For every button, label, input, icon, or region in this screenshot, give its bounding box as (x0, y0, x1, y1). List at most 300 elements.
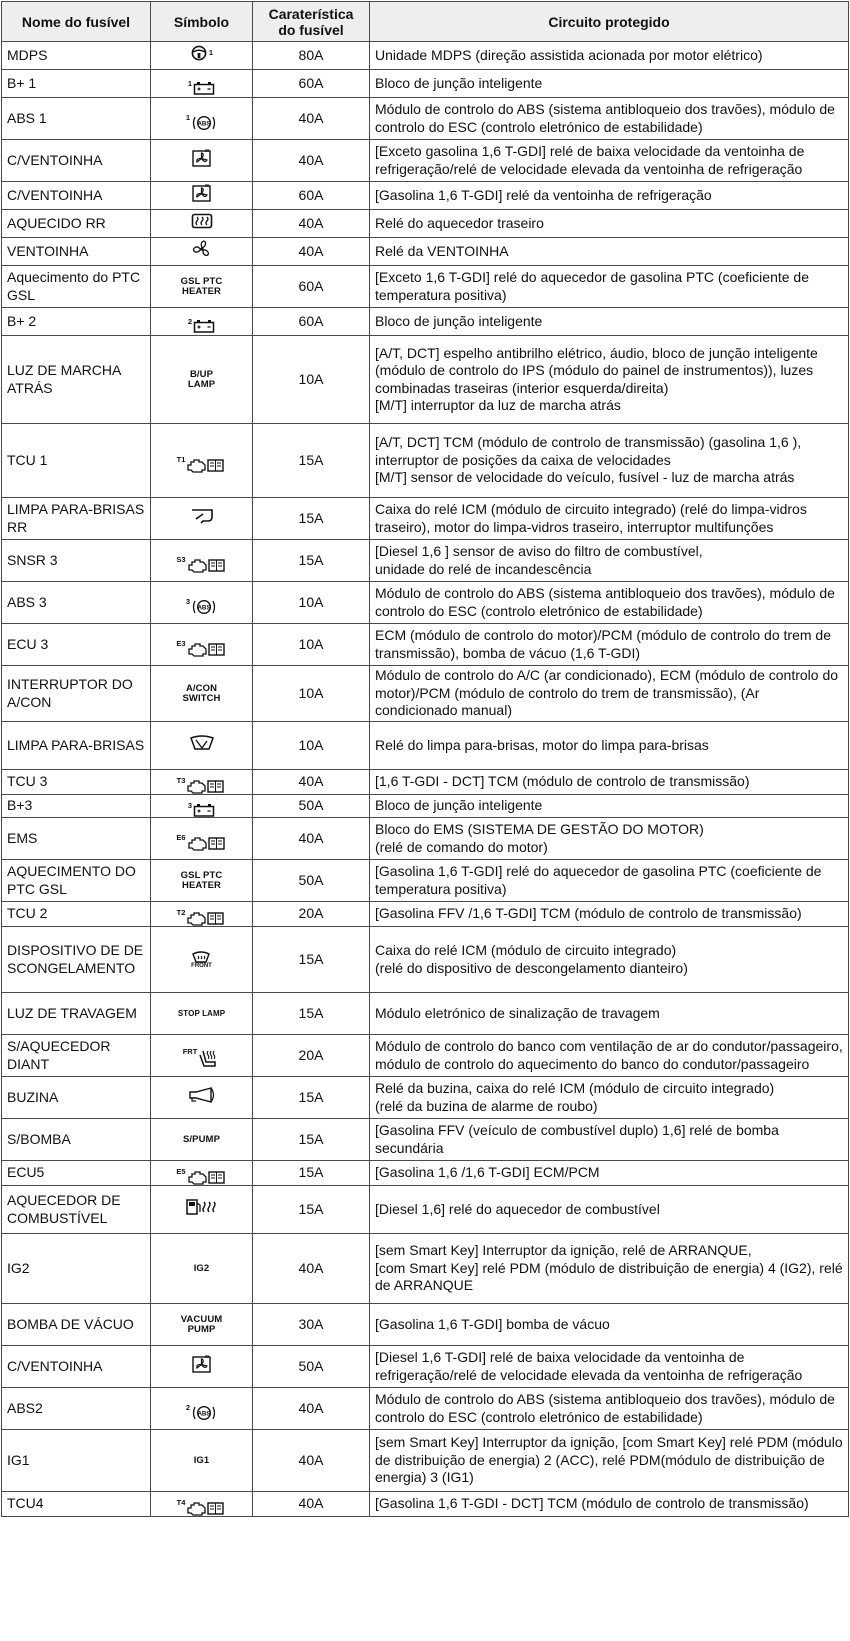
fuse-circuit-text: [Gasolina 1,6 T-GDI - DCT] TCM (módulo de controlo de transmissão) (375, 1495, 809, 1512)
fuse-circuit-text: [Diesel 1,6] relé do aquecedor de combustível (375, 1200, 660, 1217)
fuse-circuit (370, 210, 849, 238)
table-row (2, 210, 849, 238)
fuse-name (2, 582, 151, 624)
fuse-symbol (151, 927, 253, 993)
fuse-symbol-group (191, 183, 213, 203)
fuse-name (2, 902, 151, 927)
fuse-symbol-group (176, 1169, 226, 1185)
fuse-circuit (370, 424, 849, 498)
fuse-symbol-number: 2 (185, 1402, 191, 1412)
battery-icon (193, 319, 215, 333)
fuse-symbol-group (191, 951, 212, 970)
blower-fan-icon (191, 239, 213, 259)
fuse-symbol-group (185, 112, 217, 131)
fuse-circuit-text: [Gasolina 1,6 T-GDI] relé da ventoinha de refrigeração (375, 186, 712, 203)
fuse-rating (253, 993, 370, 1035)
fuse-circuit (370, 238, 849, 266)
fuse-rating (253, 540, 370, 582)
fuse-rating (253, 210, 370, 238)
fuse-symbol-number: T3 (176, 776, 186, 785)
fuse-circuit (370, 666, 849, 722)
fuse-circuit (370, 624, 849, 666)
fuse-circuit (370, 795, 849, 818)
fuse-name (2, 1077, 151, 1119)
fuse-circuit (370, 70, 849, 98)
table-row (2, 42, 849, 70)
fuse-name-text: ABS 3 (7, 593, 47, 610)
fuse-symbol-number: E6 (176, 832, 186, 842)
table-row (2, 308, 849, 336)
fuse-rating (253, 624, 370, 666)
fuse-name (2, 424, 151, 498)
abs-icon (191, 115, 217, 131)
fuse-symbol (151, 624, 253, 666)
fuse-rating (253, 336, 370, 424)
fuse-circuit-text: ECM (módulo de controlo do motor)/PCM (módulo de controlo do trem de transmissão), bomba de vácuo (1,6 T-GDI) (375, 627, 831, 661)
fuse-name (2, 722, 151, 770)
front-wiper-icon (189, 735, 215, 751)
fuse-symbol-group (177, 778, 227, 794)
fuse-name (2, 666, 151, 722)
fuse-symbol-group (177, 1500, 227, 1516)
table-row (2, 238, 849, 266)
fuse-name (2, 182, 151, 210)
fuse-symbol (151, 582, 253, 624)
fuse-circuit (370, 1035, 849, 1077)
fuse-circuit-text: [Gasolina 1,6 /1,6 T-GDI] ECM/PCM (375, 1164, 600, 1181)
table-row (2, 624, 849, 666)
abs-icon (191, 1405, 217, 1421)
fuse-symbol (151, 993, 253, 1035)
fuse-circuit (370, 1304, 849, 1346)
fuse-symbol (151, 1234, 253, 1304)
fuse-name (2, 1304, 151, 1346)
fuse-rating-text: 40A (298, 1451, 324, 1468)
fuse-rating-text: 60A (298, 74, 324, 91)
fuse-symbol-group (176, 454, 227, 473)
table-row (2, 1388, 849, 1430)
fuse-rating-text: 10A (298, 635, 324, 652)
fuse-rating (253, 424, 370, 498)
fuse-circuit (370, 1234, 849, 1304)
fuse-symbol-label: STOP LAMP (177, 1009, 226, 1018)
fuse-circuit (370, 540, 849, 582)
battery-icon (193, 81, 215, 95)
fuse-rating (253, 42, 370, 70)
fuse-rating (253, 818, 370, 860)
table-row (2, 1492, 849, 1517)
table-row (2, 818, 849, 860)
engine-module-icon (187, 557, 227, 573)
fuse-rating-text: 50A (298, 797, 324, 814)
fuse-circuit-text: [Gasolina FFV /1,6 T-GDI] TCM (módulo de controlo de transmissão) (375, 905, 802, 922)
fuse-rating (253, 1119, 370, 1161)
fuse-rating-text: 50A (298, 1357, 324, 1374)
fuse-symbol (151, 98, 253, 140)
fuse-table-body (2, 42, 849, 1517)
fuse-rating-text: 15A (298, 509, 324, 526)
fuse-symbol (151, 1186, 253, 1234)
fuse-circuit-text: [sem Smart Key] Interruptor da ignição, [com Smart Key] relé PDM (módulo de distribuição de energia) 2 (ACC), relé PDM(módulo de distribuição de energia) 3 (IG1) (375, 1434, 843, 1486)
fuse-rating (253, 902, 370, 927)
table-row (2, 722, 849, 770)
fuse-symbol (151, 770, 253, 795)
fuse-circuit (370, 336, 849, 424)
fuse-symbol-number: 1 (208, 48, 214, 58)
fuse-name-text: S/BOMBA (7, 1130, 71, 1147)
fuse-rating-text: 40A (298, 1259, 324, 1276)
fuse-name (2, 42, 151, 70)
fuse-symbol-group (177, 910, 227, 926)
fuse-rating-text: 60A (298, 277, 324, 294)
table-row (2, 1077, 849, 1119)
fuse-circuit (370, 1430, 849, 1492)
fuse-rating-text: 20A (298, 905, 324, 922)
fuse-rating (253, 1492, 370, 1517)
fuse-rating-text: 60A (298, 186, 324, 203)
table-row (2, 70, 849, 98)
fuse-circuit (370, 1186, 849, 1234)
fuse-circuit-text: [Diesel 1,6 T-GDI] relé de baixa velocidade da ventoinha de refrigeração/relé de velocidade elevada da ventoinha de refrigeração (375, 1349, 803, 1383)
fuse-rating (253, 498, 370, 540)
fuse-name (2, 860, 151, 902)
fuse-circuit-text: Unidade MDPS (direção assistida acionada por motor elétrico) (375, 46, 763, 63)
fuse-circuit (370, 498, 849, 540)
fuse-circuit-text: Bloco de junção inteligente (375, 74, 543, 91)
fuse-rating (253, 308, 370, 336)
fuse-name (2, 1346, 151, 1388)
fuse-circuit-text: Módulo de controlo do ABS (sistema antibloqueio dos travões), módulo de controlo do ESC (controlo eletrónico de estabilidade) (375, 1391, 835, 1425)
table-row (2, 1186, 849, 1234)
table-row (2, 498, 849, 540)
fuse-name (2, 266, 151, 308)
rear-wiper-icon (190, 508, 214, 524)
fuse-name (2, 238, 151, 266)
fuse-rating (253, 1186, 370, 1234)
fuse-name-text: DISPOSITIVO DE DESCONGELAMENTO (7, 942, 144, 976)
fuse-name (2, 336, 151, 424)
fuse-circuit (370, 182, 849, 210)
fuse-name-text: AQUECIMENTO DO PTC GSL (7, 863, 136, 897)
fuse-symbol-label: S/PUMP (182, 1133, 221, 1145)
table-row (2, 1234, 849, 1304)
fuse-name (2, 98, 151, 140)
fuse-circuit-text: [Exceto gasolina 1,6 T-GDI] relé de baixa velocidade da ventoinha de refrigeração/relé de velocidade elevada da ventoinha de refrigeração (375, 143, 805, 177)
fuse-symbol (151, 795, 253, 818)
fuse-rating-text: 10A (298, 684, 324, 701)
fuse-name-text: LUZ DE TRAVAGEM (7, 1004, 137, 1021)
fuse-circuit-text: Módulo de controlo do A/C (ar condicionado), ECM (módulo de controlo do motor)/PCM (módulo de controlo do trem de transmissão), (Ar condicionado manual) (375, 667, 839, 719)
fuse-rating (253, 770, 370, 795)
fuse-rating-text: 15A (298, 1200, 324, 1217)
fuse-name (2, 927, 151, 993)
engine-module-icon (186, 910, 226, 926)
fuse-symbol-number: 1 (185, 112, 191, 122)
fuse-rating-text: 15A (298, 950, 324, 967)
fuse-circuit (370, 860, 849, 902)
fuse-name-text: TCU 3 (7, 773, 48, 790)
fuse-name (2, 818, 151, 860)
header-circuit: Circuito protegido (370, 2, 849, 42)
fuse-circuit (370, 1119, 849, 1161)
fuse-circuit-text: Módulo de controlo do ABS (sistema antibloqueio dos travões), módulo de controlo do ESC (controlo eletrónico de estabilidade) (375, 585, 835, 619)
table-row (2, 1119, 849, 1161)
fuse-rating (253, 98, 370, 140)
engine-module-icon (186, 1500, 226, 1516)
fuse-rating (253, 70, 370, 98)
engine-module-icon (187, 1169, 227, 1185)
fuse-circuit-text: [sem Smart Key] Interruptor da ignição, relé de ARRANQUE, [com Smart Key] relé PDM (módulo de distribuição de energia) 4 (IG2), relé de ARRANQUE (375, 1242, 843, 1294)
fuse-name-text: ABS 1 (7, 109, 47, 126)
fuse-name (2, 70, 151, 98)
fuse-rating (253, 238, 370, 266)
rear-defroster-icon (191, 213, 213, 229)
fuse-symbol-group (191, 213, 213, 229)
fuse-name (2, 540, 151, 582)
svg-text:ABS: ABS (197, 120, 211, 127)
table-row (2, 927, 849, 993)
header-rating: Caraterística do fusível (253, 2, 370, 42)
table-row (2, 902, 849, 927)
fuse-name-text: BUZINA (7, 1088, 59, 1105)
fuse-name-text: ABS2 (7, 1399, 43, 1416)
header-name: Nome do fusível (2, 2, 151, 42)
fuse-name-text: VENTOINHA (7, 242, 89, 259)
fuse-symbol-group (191, 1354, 213, 1374)
fuse-rating (253, 1035, 370, 1077)
battery-icon (193, 803, 215, 817)
fuse-rating (253, 860, 370, 902)
fuse-symbol-label: VACUUM PUMP (180, 1313, 223, 1335)
fuse-circuit-text: Módulo eletrónico de sinalização de travagem (375, 1004, 660, 1021)
fuse-circuit-text: [A/T, DCT] espelho antibrilho elétrico, áudio, bloco de junção inteligente (módulo de controlo do IPS (módulo do painel de instrumentos)), luzes combinadas traseiras (interior esquerda/direita) [M/T] interruptor da luz de marcha atrás (375, 344, 818, 413)
fuse-symbol-number: 3 (187, 801, 193, 810)
fuse-rating (253, 582, 370, 624)
engine-module-icon (187, 835, 227, 851)
fuse-symbol-group (191, 148, 213, 168)
fuse-rating-text: 40A (298, 829, 324, 846)
fuse-symbol-label: GSL PTC HEATER (180, 869, 223, 891)
fuse-circuit (370, 98, 849, 140)
front-defroster-icon (191, 951, 212, 970)
fuse-rating (253, 722, 370, 770)
table-row (2, 1346, 849, 1388)
fuse-rating-text: 15A (298, 551, 324, 568)
fuse-name (2, 795, 151, 818)
table-row (2, 266, 849, 308)
fuse-name (2, 1388, 151, 1430)
fuse-symbol-group (176, 638, 226, 657)
fuse-circuit (370, 1492, 849, 1517)
fuse-symbol-label: A/CON SWITCH (182, 682, 221, 704)
fuse-circuit-text: [Gasolina 1,6 T-GDI] relé do aquecedor de gasolina PTC (coeficiente de temperatura positiva) (375, 863, 822, 897)
fuse-rating-text: 15A (298, 1130, 324, 1147)
fuse-symbol-group (187, 1087, 217, 1103)
fuse-name-text: LIMPA PARA-BRISAS RR (7, 501, 145, 535)
fuse-circuit-text: [Exceto 1,6 T-GDI] relé do aquecedor de gasolina PTC (coeficiente de temperatura positiva) (375, 269, 809, 303)
fuse-symbol-label: B/UP LAMP (187, 368, 216, 390)
fuse-symbol-number: E5 (176, 1167, 186, 1176)
fuse-name-text: AQUECEDOR DE COMBUSTÍVEL (7, 1192, 121, 1226)
fuse-symbol-number: 3 (185, 596, 191, 606)
table-row (2, 98, 849, 140)
fuse-table (1, 1, 849, 1517)
fuse-circuit (370, 42, 849, 70)
fuse-symbol (151, 1430, 253, 1492)
fuse-circuit (370, 902, 849, 927)
fuse-rating-text: 15A (298, 1004, 324, 1021)
fuse-circuit (370, 1388, 849, 1430)
fuse-symbol (151, 1035, 253, 1077)
fuse-circuit-text: [1,6 T-GDI - DCT] TCM (módulo de controlo de transmissão) (375, 773, 750, 790)
fuse-name (2, 1161, 151, 1186)
fuse-symbol (151, 1492, 253, 1517)
fuse-circuit (370, 1161, 849, 1186)
fuse-name-text: IG1 (7, 1451, 30, 1468)
fuse-name-text: INTERRUPTOR DO A/CON (7, 676, 133, 710)
fuse-symbol-group (191, 239, 213, 259)
fuse-circuit (370, 266, 849, 308)
fuse-symbol (151, 140, 253, 182)
fuse-name-text: S/AQUECEDOR DIANT (7, 1038, 111, 1072)
table-row (2, 140, 849, 182)
fuse-symbol (151, 1077, 253, 1119)
fuse-symbol-label: IG1 (193, 1454, 210, 1466)
fuse-rating (253, 1304, 370, 1346)
fuse-symbol (151, 182, 253, 210)
fuse-symbol (151, 308, 253, 336)
svg-text:ABS: ABS (197, 604, 211, 611)
fuse-circuit-text: Caixa do relé ICM (módulo de circuito integrado) (relé do limpa-vidros traseiro), motor do limpa-vidros traseiro, interruptor multifunções (375, 501, 807, 535)
fuse-rating (253, 1077, 370, 1119)
fuse-rating-text: 80A (298, 46, 324, 63)
fuse-name-text: C/VENTOINHA (7, 1357, 103, 1374)
fuse-symbol (151, 818, 253, 860)
abs-icon (191, 599, 217, 615)
engine-module-icon (186, 778, 226, 794)
fuse-symbol-number: 2 (187, 316, 193, 326)
fuse-circuit (370, 582, 849, 624)
fuse-name-text: B+ 2 (7, 312, 37, 329)
fuse-symbol-number: S3 (176, 554, 186, 564)
fuse-name-text: C/VENTOINHA (7, 151, 103, 168)
fuse-circuit-text: Módulo de controlo do ABS (sistema antibloqueio dos travões), módulo de controlo do ESC (controlo eletrónico de estabilidade) (375, 101, 835, 135)
table-row (2, 424, 849, 498)
seat-heater-icon (198, 1049, 220, 1071)
fuse-rating-text: 40A (298, 1399, 324, 1416)
fuse-rating-text: 10A (298, 370, 324, 387)
table-row (2, 770, 849, 795)
fuse-symbol (151, 1119, 253, 1161)
fuse-rating-text: 50A (298, 871, 324, 888)
fuse-rating (253, 266, 370, 308)
fuse-circuit-text: Relé da buzina, caixa do relé ICM (módulo de circuito integrado) (relé da buzina de alarme de roubo) (375, 1080, 775, 1114)
fuse-circuit-text: Bloco de junção inteligente (375, 797, 543, 814)
table-row (2, 1161, 849, 1186)
fuse-symbol-number: T4 (176, 1498, 186, 1507)
fuse-circuit (370, 927, 849, 993)
fuse-symbol-group (190, 508, 214, 524)
engine-module-icon (187, 641, 227, 657)
fuse-symbol (151, 42, 253, 70)
fuse-symbol-group (188, 803, 215, 817)
table-row (2, 860, 849, 902)
fuse-name (2, 993, 151, 1035)
fuse-name (2, 1035, 151, 1077)
fuse-rating (253, 1430, 370, 1492)
fuse-symbol-number: T1 (176, 454, 186, 464)
fuse-name (2, 770, 151, 795)
fuse-circuit-text: Relé da VENTOINHA (375, 242, 509, 259)
fuse-name (2, 1119, 151, 1161)
fuse-rating-text: 40A (298, 214, 324, 231)
engine-module-icon (186, 457, 226, 473)
fuse-name-text: IG2 (7, 1259, 30, 1276)
header-row (2, 2, 849, 42)
fuse-circuit (370, 722, 849, 770)
fuse-name-text: B+3 (7, 797, 33, 814)
fuse-rating-text: 40A (298, 773, 324, 790)
fuse-rating-text: 60A (298, 312, 324, 329)
fuse-name-text: EMS (7, 829, 38, 846)
fuse-name (2, 498, 151, 540)
table-row (2, 182, 849, 210)
fuse-circuit-text: Caixa do relé ICM (módulo de circuito integrado) (relé do dispositivo de descongelamento dianteiro) (375, 942, 688, 976)
fuse-symbol-group (185, 1198, 219, 1216)
fuse-name-text: LIMPA PARA-BRISAS (7, 736, 145, 753)
fuse-symbol (151, 424, 253, 498)
fuse-name-text: TCU4 (7, 1495, 44, 1512)
fuse-rating-text: 15A (298, 1164, 324, 1181)
fuse-circuit-text: Bloco do EMS (SISTEMA DE GESTÃO DO MOTOR) (relé de comando do motor) (375, 821, 704, 855)
fuse-symbol (151, 1304, 253, 1346)
fuse-rating (253, 1234, 370, 1304)
fuse-name (2, 210, 151, 238)
fuse-symbol (151, 722, 253, 770)
fuse-name-text: AQUECIDO RR (7, 214, 106, 231)
table-row (2, 1304, 849, 1346)
fuse-rating-text: 15A (298, 1088, 324, 1105)
fuse-name-text: C/VENTOINHA (7, 186, 103, 203)
fuse-symbol-group (185, 1402, 217, 1421)
fuse-symbol-group (187, 78, 215, 95)
fuse-rating (253, 1346, 370, 1388)
fuse-symbol (151, 1161, 253, 1186)
fuse-symbol (151, 860, 253, 902)
header-symbol: Símbolo (151, 2, 253, 42)
fuse-rating-text: 40A (298, 1495, 324, 1512)
fuse-rating (253, 1161, 370, 1186)
fuse-rating (253, 140, 370, 182)
fuse-symbol-number: 1 (187, 78, 193, 88)
fuse-symbol-label: IG2 (193, 1262, 210, 1274)
fuse-rating-text: 10A (298, 736, 324, 753)
fuse-name-text: ECU 3 (7, 635, 49, 652)
fuse-name-text: SNSR 3 (7, 551, 58, 568)
fuse-symbol (151, 902, 253, 927)
table-row (2, 993, 849, 1035)
fuse-circuit-text: [Gasolina FFV (veículo de combustível duplo) 1,6] relé de bomba secundária (375, 1122, 779, 1156)
fuse-symbol-group (176, 554, 226, 573)
fuse-symbol (151, 210, 253, 238)
fuse-name-text: B+ 1 (7, 74, 37, 91)
cooling-fan-icon (191, 148, 213, 168)
fuse-rating (253, 795, 370, 818)
table-row (2, 666, 849, 722)
fuse-rating (253, 182, 370, 210)
fuse-circuit-text: Relé do aquecedor traseiro (375, 214, 544, 231)
fuse-circuit (370, 140, 849, 182)
